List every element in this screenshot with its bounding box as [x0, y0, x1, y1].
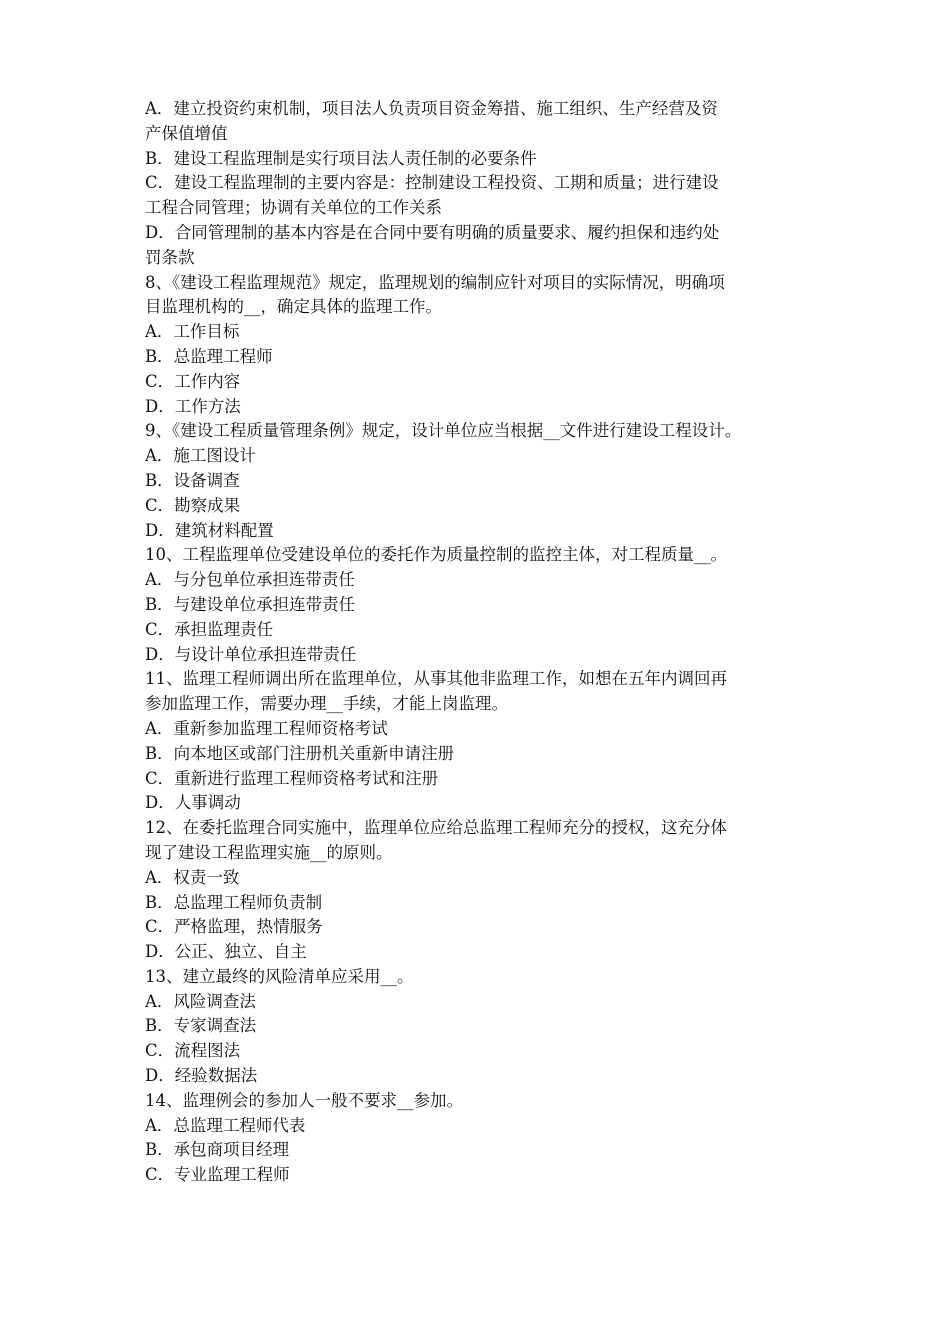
text-line: D．合同管理制的基本内容是在合同中要有明确的质量要求、履约担保和违约处 [145, 222, 720, 242]
option-line: B．承包商项目经理 [145, 1140, 290, 1160]
question-10-line: 10、工程监理单位受建设单位的委托作为质量控制的监控主体，对工程质量__。 [145, 545, 727, 565]
question-12-line: 12、在委托监理合同实施中，监理单位应给总监理工程师充分的授权，这充分体 [145, 818, 727, 838]
option-line: D．建筑材料配置 [145, 520, 274, 540]
question-11-line: 11、监理工程师调出所在监理单位，从事其他非监理工作，如想在五年内调回再 [145, 669, 727, 689]
option-line: C．严格监理，热情服务 [145, 917, 323, 937]
option-line: A．风险调查法 [145, 991, 256, 1011]
option-line: B．与建设单位承担连带责任 [145, 594, 356, 614]
option-line: B．总监理工程师 [145, 346, 273, 366]
option-line: D．人事调动 [145, 793, 241, 813]
text-line: 产保值增值 [145, 123, 228, 143]
question-14-line: 14、监理例会的参加人一般不要求__参加。 [145, 1090, 463, 1110]
text-line: B．建设工程监理制是实行项目法人责任制的必要条件 [145, 148, 537, 168]
option-line: C．重新进行监理工程师资格考试和注册 [145, 768, 439, 788]
document-body [145, 97, 817, 1188]
option-line: B．总监理工程师负责制 [145, 892, 323, 912]
option-line: D．公正、独立、自主 [145, 942, 307, 962]
option-line: A．重新参加监理工程师资格考试 [145, 718, 388, 738]
question-11-line: 参加监理工作，需要办理__手续，才能上岗监理。 [145, 694, 508, 714]
option-line: D．经验数据法 [145, 1066, 258, 1086]
option-line: A．施工图设计 [145, 446, 256, 466]
text-line: C．建设工程监理制的主要内容是：控制建设工程投资、工期和质量；进行建设 [145, 173, 719, 193]
option-line: B．向本地区或部门注册机关重新申请注册 [145, 743, 455, 763]
question-8-line: 8、《建设工程监理规范》规定，监理规划的编制应针对项目的实际情况，明确项 [145, 272, 725, 292]
question-8-line: 目监理机构的__，确定具体的监理工作。 [145, 297, 442, 317]
option-line: C．勘察成果 [145, 495, 241, 515]
option-line: B．设备调查 [145, 470, 240, 490]
text-line: 罚条款 [145, 247, 195, 267]
option-line: B．专家调查法 [145, 1016, 257, 1036]
question-13-line: 13、建立最终的风险清单应采用__。 [145, 966, 414, 986]
option-line: A．工作目标 [145, 322, 240, 342]
option-line: D．与设计单位承担连带责任 [145, 644, 357, 664]
question-12-line: 现了建设工程监理实施__的原则。 [145, 842, 393, 862]
text-line: A．建立投资约束机制，项目法人负责项目资金筹措、施工组织、生产经营及资 [145, 99, 718, 118]
question-9-line: 9、《建设工程质量管理条例》规定，设计单位应当根据__文件进行建设工程设计。 [145, 421, 742, 441]
option-line: A．总监理工程师代表 [145, 1115, 306, 1135]
option-line: C．专业监理工程师 [145, 1165, 290, 1185]
option-line: A．权责一致 [145, 867, 240, 887]
option-line: D．工作方法 [145, 396, 241, 416]
option-line: C．流程图法 [145, 1041, 241, 1061]
option-line: A．与分包单位承担连带责任 [145, 570, 355, 590]
option-line: C．承担监理责任 [145, 619, 274, 639]
option-line: C．工作内容 [145, 371, 241, 391]
text-line: 工程合同管理；协调有关单位的工作关系 [145, 198, 442, 218]
